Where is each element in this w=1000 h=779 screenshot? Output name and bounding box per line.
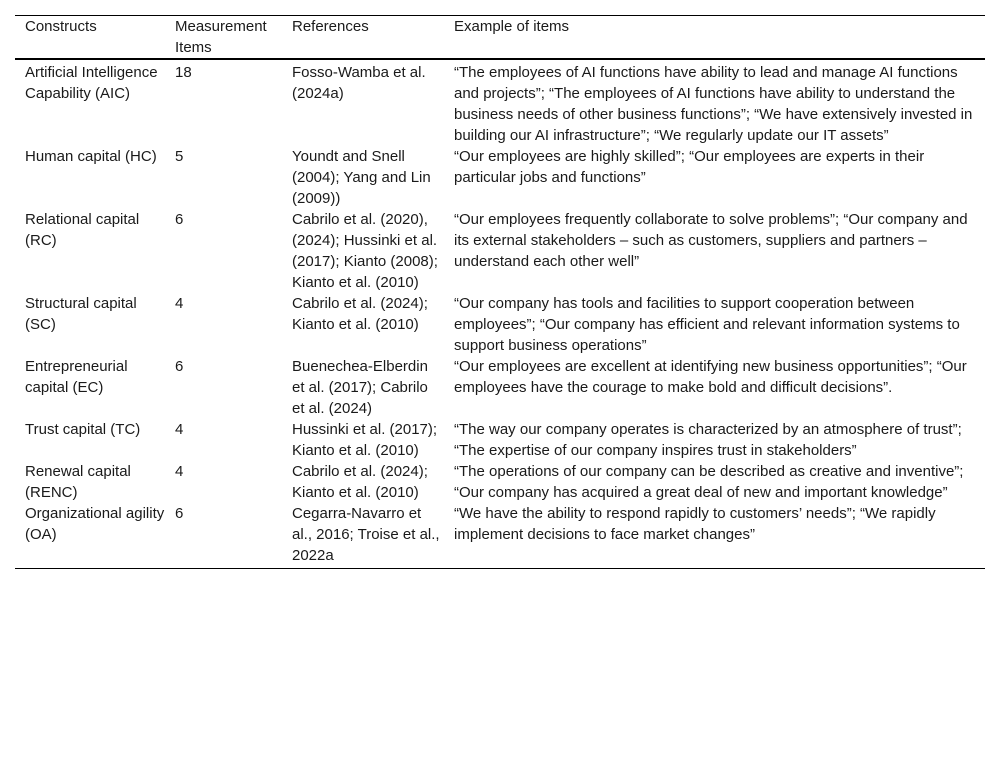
- items-cell: 4: [175, 421, 184, 438]
- table-row: [15, 146, 985, 209]
- references-cell: Cabrilo et al. (2024); Kianto et al. (2010): [292, 295, 428, 333]
- references-cell: Cegarra-Navarro et al., 2016; Troise et al., 2022a: [292, 505, 440, 564]
- header-example-of-items: Example of items: [454, 18, 570, 35]
- examples-cell: “The operations of our company can be described as creative and inventive”; “Our company has acquired a great deal of new and important knowledge”: [454, 463, 964, 501]
- table-row: [15, 356, 985, 419]
- items-cell: 4: [175, 463, 184, 480]
- construct-cell: Relational capital (RC): [25, 211, 140, 249]
- examples-cell: “Our employees are highly skilled”; “Our employees are experts in their particular jobs and functions”: [454, 148, 925, 186]
- table-row: [15, 461, 985, 503]
- table-row: [15, 503, 985, 569]
- table-row: [15, 209, 985, 293]
- header-references: References: [292, 18, 369, 35]
- examples-cell: “The employees of AI functions have ability to lead and manage AI functions and projects”; “The employees of AI functions have ability to understand the business needs of other business functions”; “We have extensively invested in building our AI infrastructure”; “We regularly update our IT assets”: [454, 64, 973, 144]
- references-cell: Youndt and Snell (2004); Yang and Lin (2009)): [292, 148, 431, 207]
- construct-cell: Renewal capital (RENC): [25, 463, 131, 501]
- items-cell: 6: [175, 358, 184, 375]
- items-cell: 6: [175, 505, 184, 522]
- references-cell: Hussinki et al. (2017); Kianto et al. (2010): [292, 421, 438, 459]
- header-measurement-items: Measurement Items: [175, 18, 267, 56]
- items-cell: 4: [175, 295, 184, 312]
- header-constructs: Constructs: [25, 18, 97, 35]
- constructs-table: [15, 15, 985, 569]
- construct-cell: Entrepreneurial capital (EC): [25, 358, 128, 396]
- examples-cell: “We have the ability to respond rapidly to customers’ needs”; “We rapidly implement decisions to face market changes”: [454, 505, 936, 543]
- references-cell: Fosso-Wamba et al. (2024a): [292, 64, 426, 102]
- construct-cell: Trust capital (TC): [25, 421, 141, 438]
- references-cell: Buenechea-Elberdin et al. (2017); Cabrilo et al. (2024): [292, 358, 428, 417]
- references-cell: Cabrilo et al. (2024); Kianto et al. (2010): [292, 463, 428, 501]
- construct-cell: Human capital (HC): [25, 148, 157, 165]
- construct-cell: Artificial Intelligence Capability (AIC): [25, 64, 158, 102]
- examples-cell: “Our company has tools and facilities to support cooperation between employees”; “Our company has efficient and relevant information systems to support business operations”: [454, 295, 960, 354]
- items-cell: 6: [175, 211, 184, 228]
- table-row: [15, 419, 985, 461]
- references-cell: Cabrilo et al. (2020), (2024); Hussinki et al. (2017); Kianto (2008); Kianto et al. (2010): [292, 211, 438, 291]
- items-cell: 18: [175, 64, 192, 81]
- examples-cell: “Our employees frequently collaborate to solve problems”; “Our company and its external stakeholders – such as customers, suppliers and partners – understand each other well”: [454, 211, 968, 270]
- table-body: [15, 59, 985, 569]
- items-cell: 5: [175, 148, 184, 165]
- table-row: [15, 293, 985, 356]
- examples-cell: “The way our company operates is characterized by an atmosphere of trust”; “The expertise of our company inspires trust in stakeholders”: [454, 421, 962, 459]
- header-row: [15, 16, 985, 60]
- construct-cell: Structural capital (SC): [25, 295, 137, 333]
- table-row: [15, 59, 985, 146]
- construct-cell: Organizational agility (OA): [25, 505, 165, 543]
- table-header: [15, 16, 985, 60]
- examples-cell: “Our employees are excellent at identifying new business opportunities”; “Our employees have the courage to make bold and difficult decisions”.: [454, 358, 967, 396]
